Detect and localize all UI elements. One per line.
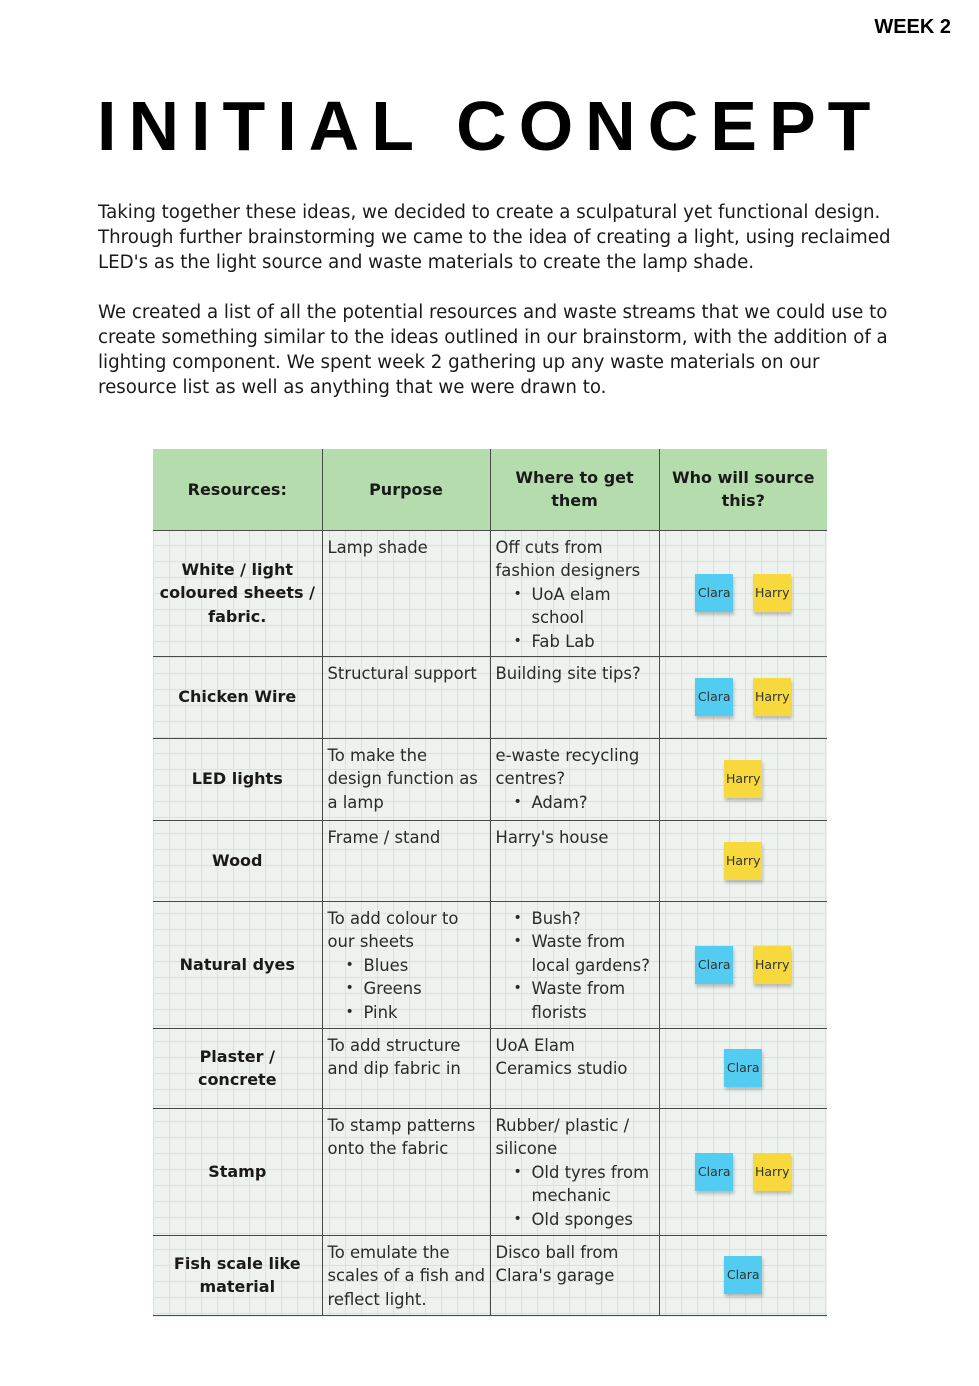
- who-cell: [659, 530, 827, 656]
- sticky-notes: [660, 1256, 828, 1294]
- source-cell: [490, 1235, 659, 1315]
- intro-paragraph-1: Taking together these ideas, we decided to create a sculpatural yet functional design. Through further brainstorming we came to the idea of creating a light, using reclaimed LED's as the light source and waste materials to create the lamp shade.: [98, 202, 891, 273]
- who-cell: [659, 901, 827, 1028]
- sticky-note-clara[interactable]: Clara: [695, 1153, 733, 1191]
- source-cell: [490, 738, 659, 820]
- list-item: • Fab Lab: [496, 630, 655, 654]
- resource-cell: Chicken Wire: [153, 656, 322, 738]
- source-cell-text: Building site tips?: [495, 663, 641, 683]
- source-cell-list: [496, 907, 655, 1025]
- sticky-note-harry[interactable]: Harry: [724, 760, 762, 798]
- source-cell-list: [496, 583, 655, 654]
- sticky-note-harry[interactable]: Harry: [753, 1153, 791, 1191]
- sticky-notes: [660, 574, 828, 612]
- purpose-cell: [322, 1028, 490, 1108]
- source-cell-text: UoA Elam Ceramics studio: [495, 1035, 628, 1078]
- purpose-cell-text: To emulate the scales of a fish and reflect light.: [327, 1242, 486, 1309]
- sticky-notes: [660, 1049, 828, 1087]
- resource-table: [153, 449, 827, 1316]
- list-item: • Blues: [328, 954, 486, 978]
- list-item: • Waste from local gardens?: [496, 930, 655, 977]
- sticky-note-clara[interactable]: Clara: [695, 946, 733, 984]
- purpose-cell-text: To make the design function as a lamp: [327, 745, 478, 812]
- list-item: • Old tyres from mechanic: [496, 1161, 655, 1208]
- table-row: [153, 1108, 827, 1235]
- source-cell: [490, 820, 659, 901]
- table-body: [153, 530, 827, 1315]
- header-where: Where to get them: [490, 449, 659, 530]
- who-cell: [659, 820, 827, 901]
- source-cell-text: Harry's house: [495, 827, 609, 847]
- source-cell-text: e-waste recycling centres?: [495, 745, 640, 788]
- resource-cell: Wood: [153, 820, 322, 901]
- purpose-cell-text: Lamp shade: [327, 537, 428, 557]
- sticky-notes: [660, 842, 828, 880]
- who-cell: [659, 738, 827, 820]
- header-who: Who will source this?: [659, 449, 827, 530]
- source-cell-text: Off cuts from fashion designers: [495, 537, 641, 580]
- sticky-notes: [660, 760, 828, 798]
- list-item: • Adam?: [496, 791, 655, 815]
- page-title: INITIAL CONCEPT: [97, 87, 883, 165]
- week-label: WEEK 2: [874, 16, 951, 38]
- sticky-note-clara[interactable]: Clara: [695, 678, 733, 716]
- table-row: [153, 738, 827, 820]
- purpose-cell-text: Frame / stand: [327, 827, 441, 847]
- who-cell: [659, 1235, 827, 1315]
- table-header-row: [153, 449, 827, 530]
- table-row: [153, 901, 827, 1028]
- purpose-cell: [322, 1235, 490, 1315]
- resource-table-board: [153, 449, 827, 1317]
- source-cell: [490, 656, 659, 738]
- sticky-notes: [660, 1153, 828, 1191]
- purpose-cell-list: [328, 954, 486, 1025]
- table-row: [153, 1028, 827, 1108]
- header-resources: Resources:: [153, 449, 322, 530]
- table-row: [153, 1235, 827, 1315]
- resource-cell: White / light coloured sheets / fabric.: [153, 530, 322, 656]
- sticky-note-harry[interactable]: Harry: [724, 842, 762, 880]
- source-cell-list: [496, 791, 655, 815]
- sticky-note-clara[interactable]: Clara: [695, 574, 733, 612]
- sticky-note-harry[interactable]: Harry: [753, 574, 791, 612]
- purpose-cell: [322, 820, 490, 901]
- table-row: [153, 820, 827, 901]
- resource-cell: Stamp: [153, 1108, 322, 1235]
- who-cell: [659, 656, 827, 738]
- purpose-cell-text: To add structure and dip fabric in: [327, 1035, 461, 1078]
- intro-paragraph-2: We created a list of all the potential resources and waste streams that we could use to create something similar to the ideas outlined in our brainstorm, with the addition of a lighting component. We spent week 2 gathering up any waste materials on our resource list as well as anything that we were drawn to.: [98, 302, 888, 398]
- resource-cell: Fish scale like material: [153, 1235, 322, 1315]
- intro-text: [98, 200, 898, 400]
- sticky-notes: [660, 946, 828, 984]
- purpose-cell: [322, 901, 490, 1028]
- list-item: • Greens: [328, 977, 486, 1001]
- header-purpose: Purpose: [322, 449, 490, 530]
- resource-cell: Natural dyes: [153, 901, 322, 1028]
- list-item: • Old sponges: [496, 1208, 655, 1232]
- purpose-cell-text: Structural support: [327, 663, 477, 683]
- sticky-note-clara[interactable]: Clara: [724, 1049, 762, 1087]
- source-cell-text: Disco ball from Clara's garage: [495, 1242, 619, 1285]
- source-cell: [490, 901, 659, 1028]
- source-cell: [490, 1108, 659, 1235]
- sticky-note-clara[interactable]: Clara: [724, 1256, 762, 1294]
- purpose-cell-text: To add colour to our sheets: [327, 908, 459, 951]
- sticky-note-harry[interactable]: Harry: [753, 946, 791, 984]
- table-row: [153, 656, 827, 738]
- resource-cell: LED lights: [153, 738, 322, 820]
- purpose-cell-text: To stamp patterns onto the fabric: [327, 1115, 476, 1158]
- sticky-note-harry[interactable]: Harry: [753, 678, 791, 716]
- who-cell: [659, 1028, 827, 1108]
- list-item: • UoA elam school: [496, 583, 655, 630]
- source-cell: [490, 1028, 659, 1108]
- purpose-cell: [322, 738, 490, 820]
- source-cell: [490, 530, 659, 656]
- resource-cell: Plaster / concrete: [153, 1028, 322, 1108]
- sticky-notes: [660, 678, 828, 716]
- source-cell-text: Rubber/ plastic / silicone: [495, 1115, 630, 1158]
- purpose-cell: [322, 530, 490, 656]
- list-item: • Pink: [328, 1001, 486, 1025]
- list-item: • Bush?: [496, 907, 655, 931]
- who-cell: [659, 1108, 827, 1235]
- table-row: [153, 530, 827, 656]
- purpose-cell: [322, 656, 490, 738]
- purpose-cell: [322, 1108, 490, 1235]
- source-cell-list: [496, 1161, 655, 1232]
- list-item: • Waste from florists: [496, 977, 655, 1024]
